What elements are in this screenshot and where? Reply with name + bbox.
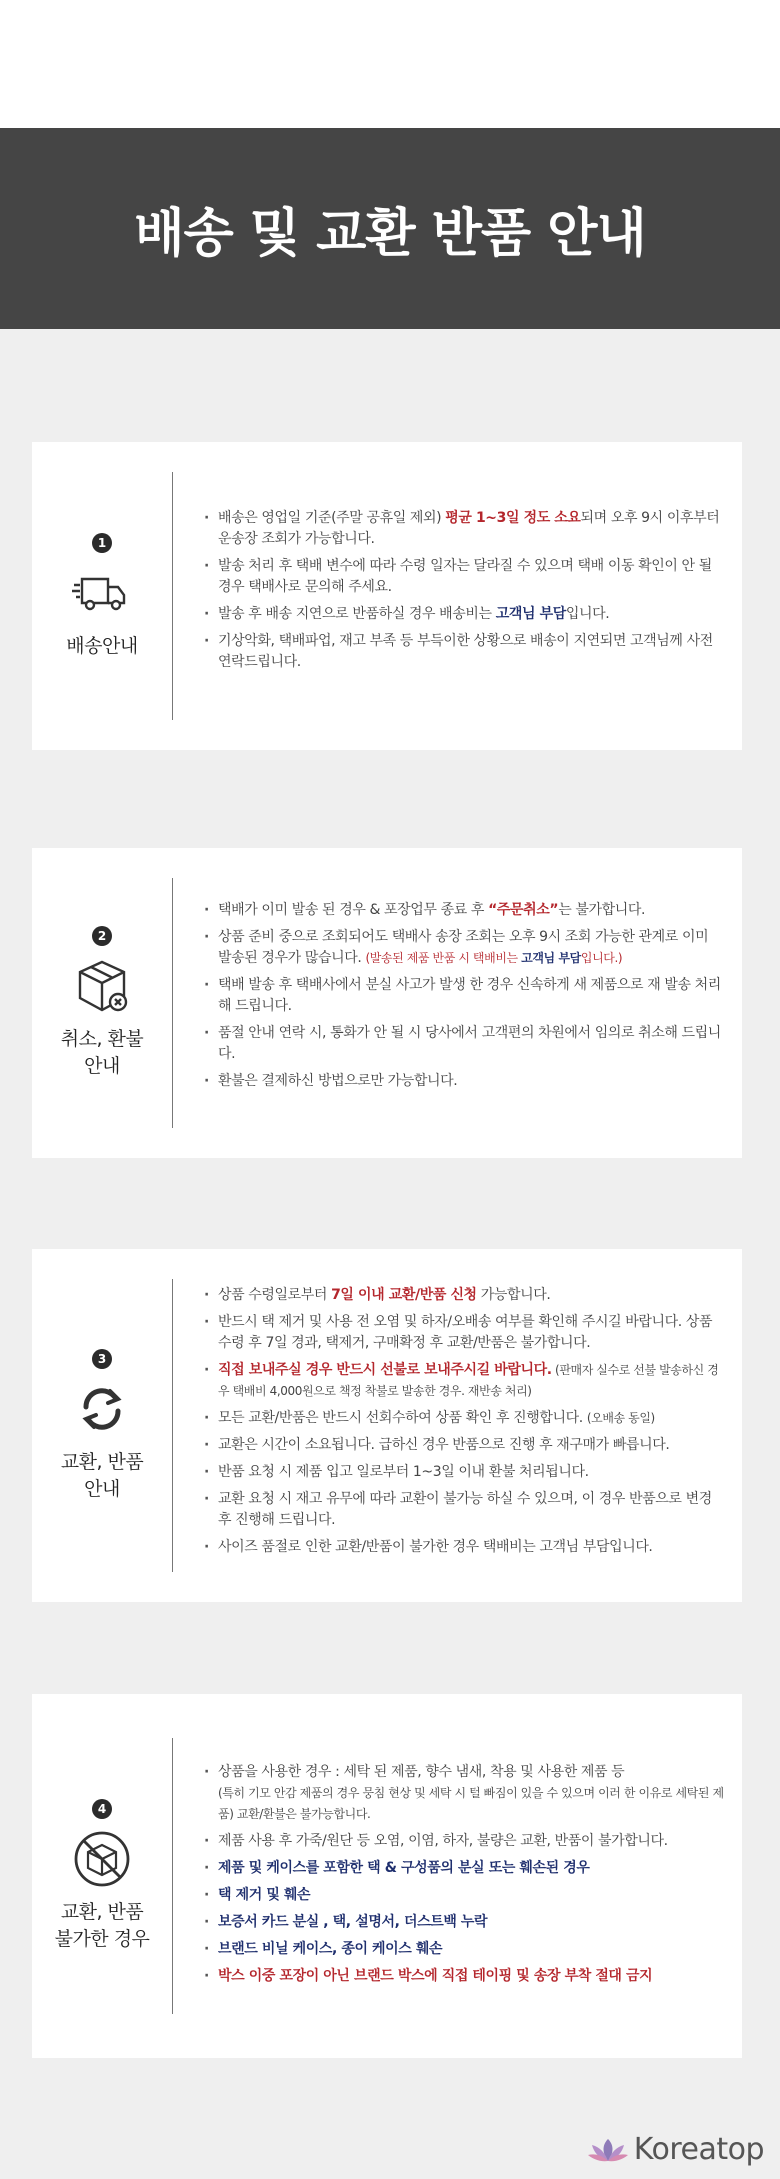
section-item-list [202, 900, 724, 1098]
list-item [202, 900, 724, 921]
list-item [202, 1489, 724, 1531]
list-item-text: 7일 이내 교환/반품 신청 [331, 1287, 477, 1303]
section-divider [172, 1279, 173, 1572]
list-item [202, 1071, 724, 1092]
list-item-text: 평균 1~3일 정도 소요 [445, 510, 581, 526]
top-blank-area [0, 0, 780, 128]
page-title: 배송 및 교환 반품 안내 [134, 204, 646, 264]
list-item-text: 반품 요청 시 제품 입고 일로부터 1~3일 이내 환불 처리됩니다. [218, 1464, 589, 1480]
list-item [202, 1312, 724, 1354]
list-item-text: 반드시 택 제거 및 사용 전 오염 및 하자/오배송 여부를 확인해 주시길 바랍니다. 상품 수령 후 7일 경과, 택제거, 구매확정 후 교환/반품은 불가합니다. [218, 1314, 713, 1351]
list-item [202, 1966, 724, 1987]
list-item-text: 제품 및 케이스를 포함한 택 & 구성품의 분실 또는 훼손된 경우 [218, 1860, 590, 1876]
list-item [202, 1408, 724, 1429]
list-item [202, 927, 724, 969]
section-card-cancel-refund [32, 848, 742, 1158]
list-item [202, 556, 724, 598]
section-header [32, 848, 172, 1158]
list-item-text: 택배 발송 후 택배사에서 분실 사고가 발생 한 경우 신속하게 새 제품으로 재 발송 처리해 드립니다. [218, 977, 721, 1014]
list-item [202, 1360, 724, 1402]
list-item-text: 직접 보내주실 경우 반드시 선불로 보내주시길 바랍니다. [218, 1362, 552, 1378]
list-item [202, 1285, 724, 1306]
list-item-text: 모든 교환/반품은 반드시 선회수하여 상품 확인 후 진행합니다. [218, 1410, 587, 1426]
list-item [202, 1762, 724, 1825]
list-item-text: 사이즈 품절로 인한 교환/반품이 불가한 경우 택배비는 고객님 부담입니다. [218, 1539, 653, 1555]
list-item-text: 품절 안내 연락 시, 통화가 안 될 시 당사에서 고객편의 차원에서 임의로 취소해 드립니다. [218, 1025, 721, 1062]
list-item-text: 배송은 영업일 기준(주말 공휴일 제외) [218, 510, 446, 526]
list-item-text: 교환은 시간이 소요됩니다. 급하신 경우 반품으로 진행 후 재구매가 빠릅니다. [218, 1437, 670, 1453]
section-item-list [202, 508, 724, 679]
list-item-text: 박스 이중 포장이 아닌 브랜드 박스에 직접 테이핑 및 송장 부착 절대 금지 [218, 1968, 653, 1984]
list-item-text: 입니다. [565, 606, 610, 622]
list-item-text: 환불은 결제하신 방법으로만 가능합니다. [218, 1073, 458, 1089]
list-item-text: 상품을 사용한 경우 : 세탁 된 제품, 향수 냄새, 착용 및 사용한 제품 등 [218, 1764, 625, 1780]
list-item-text: 상품 수령일로부터 [218, 1287, 332, 1303]
section-header [32, 442, 172, 750]
list-item-text: 는 불가합니다. [558, 902, 646, 918]
section-number-badge: 3 [92, 1349, 112, 1369]
list-item-text: “주문취소” [488, 902, 559, 918]
list-item [202, 1858, 724, 1879]
exchange-arrows-icon [72, 1379, 132, 1439]
section-item-list [202, 1762, 724, 1993]
list-item-text: 고객님 부담 [495, 606, 566, 622]
list-item [202, 1537, 724, 1558]
list-item-text: 발송 후 배송 지연으로 반품하실 경우 배송비는 [218, 606, 496, 622]
list-item-text: 제품 사용 후 가죽/원단 등 오염, 이염, 하자, 불량은 교환, 반품이 불가합니다. [218, 1833, 668, 1849]
list-item [202, 508, 724, 550]
list-item [202, 604, 724, 625]
list-item-text: 택 제거 및 훼손 [218, 1887, 311, 1903]
list-item-text: (발송된 제품 반품 시 택배비는 [365, 951, 522, 965]
section-divider [172, 878, 173, 1128]
list-item-text: 가능합니다. [476, 1287, 551, 1303]
section-number-badge: 2 [92, 926, 112, 946]
list-item [202, 1912, 724, 1933]
section-label: 교환, 반품 안내 [60, 1450, 144, 1500]
section-divider [172, 472, 173, 720]
list-item-text: 되며 오후 9시 이후부터 운송장 조회가 가능합니다. [218, 510, 720, 547]
list-item-text: (특히 기모 안감 제품의 경우 뭉침 현상 및 세탁 시 털 빠짐이 있을 수 있으며 이러 한 이유로 세탁된 제품) 교환/환불은 불가능합니다. [218, 1786, 724, 1821]
box-cancel-icon [72, 956, 132, 1016]
title-banner [0, 128, 780, 329]
list-item-text: 브랜드 비닐 케이스, 종이 케이스 훼손 [218, 1941, 443, 1957]
section-card-exchange-return [32, 1249, 742, 1602]
list-item-text: 발송 처리 후 택배 변수에 따라 수령 일자는 달라질 수 있으며 택배 이동 확인이 안 될 경우 택배사로 문의해 주세요. [218, 558, 712, 595]
list-item-text: (판매자 실수로 선불 발송하신 경우 택배비 4,000원으로 책정 착불로 발송한 경우. 재반송 처리) [218, 1363, 719, 1398]
list-item-text: 기상악화, 택배파업, 재고 부족 등 부득이한 상황으로 배송이 지연되면 고객님께 사전 연락드립니다. [218, 633, 713, 670]
list-item-text: 고객님 부담 [521, 951, 581, 965]
list-item-text: 입니다.) [580, 951, 623, 965]
section-item-list [202, 1285, 724, 1564]
list-item-text: 보증서 카드 분실 , 택, 설명서, 더스트백 누락 [218, 1914, 488, 1930]
list-item [202, 1831, 724, 1852]
list-item [202, 1462, 724, 1483]
section-header [32, 1694, 172, 2058]
list-item [202, 1435, 724, 1456]
list-item-text: 교환 요청 시 재고 유무에 따라 교환이 불가능 하실 수 있으며, 이 경우 반품으로 변경 후 진행해 드립니다. [218, 1491, 712, 1528]
section-label: 교환, 반품 불가한 경우 [54, 1901, 150, 1950]
list-item-text: (오배송 동일) [586, 1411, 655, 1425]
list-item [202, 631, 724, 673]
list-item [202, 1023, 724, 1065]
truck-icon [72, 563, 132, 623]
section-label: 취소, 환불 안내 [60, 1028, 144, 1077]
no-box-icon [72, 1829, 132, 1889]
section-label: 배송안내 [66, 634, 138, 657]
list-item [202, 1885, 724, 1906]
list-item [202, 1939, 724, 1960]
list-item-text: 택배가 이미 발송 된 경우 & 포장업무 종료 후 [218, 902, 489, 918]
section-number-badge: 4 [92, 1799, 112, 1819]
list-item-text: 상품 준비 중으로 조회되어도 택배사 송장 조회는 오후 9시 조회 가능한 관계로 이미 발송된 경우가 많습니다. [218, 929, 709, 966]
section-number-badge: 1 [92, 533, 112, 553]
section-divider [172, 1738, 173, 2014]
section-card-non-returnable [32, 1694, 742, 2058]
brand-logo [588, 2132, 764, 2167]
lotus-logo-icon [588, 2135, 628, 2165]
section-card-shipping [32, 442, 742, 750]
list-item [202, 975, 724, 1017]
brand-name: Koreatop [633, 2132, 764, 2167]
section-header [32, 1249, 172, 1602]
